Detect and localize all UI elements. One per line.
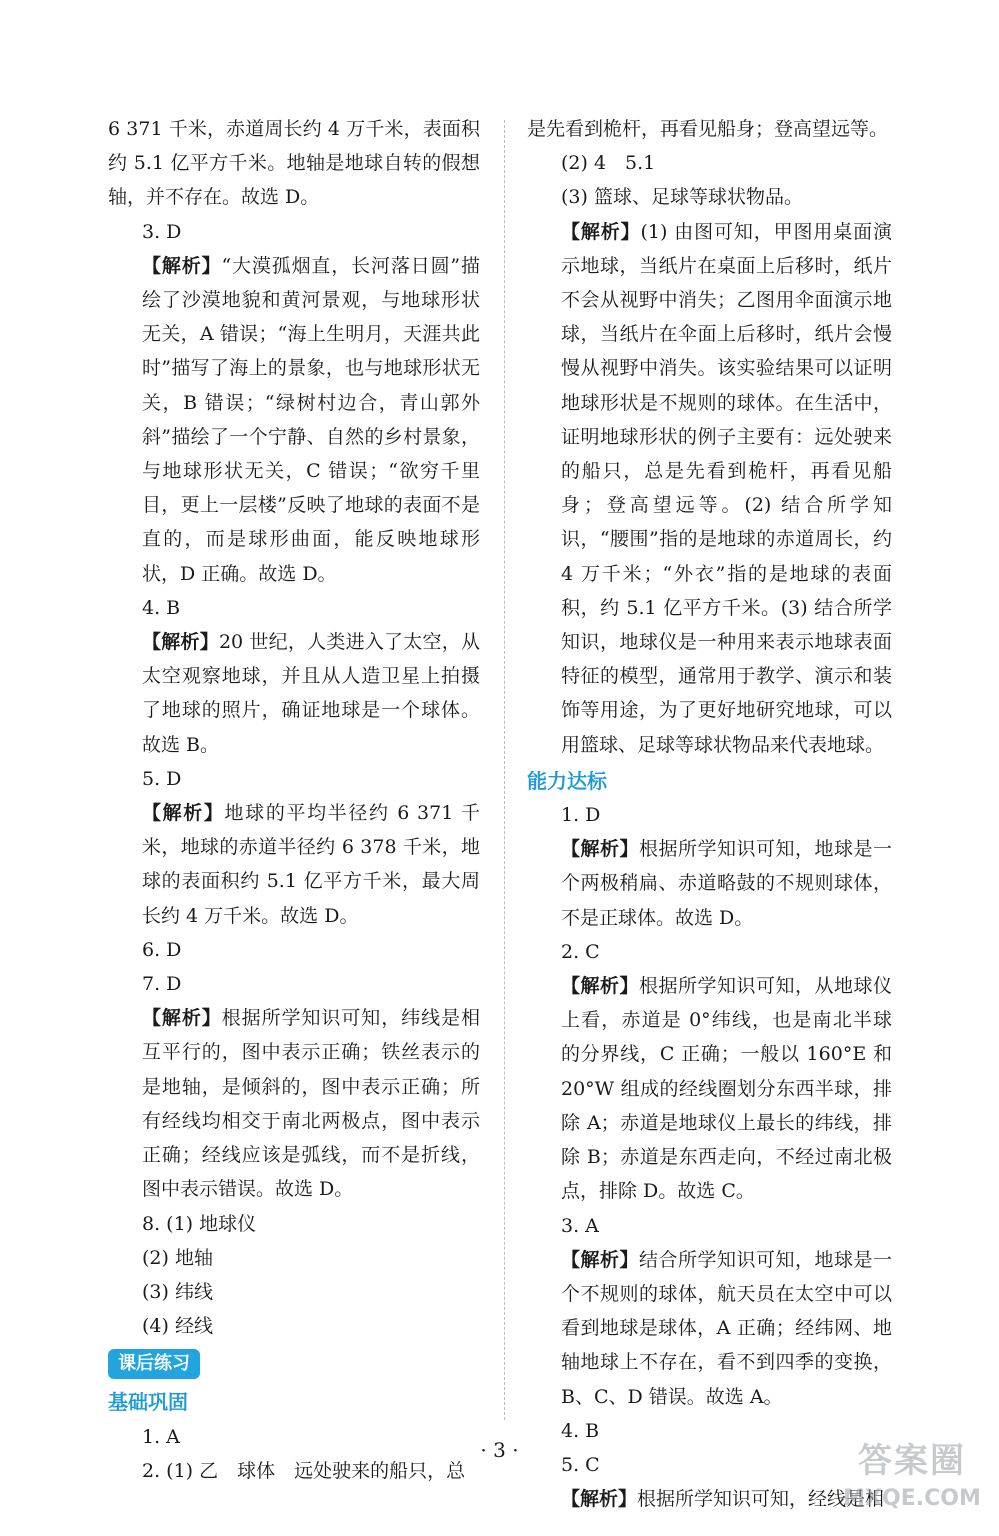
explanation-c3 <box>527 1243 892 1414</box>
explanation-b2-text: (1) 由图可知，甲图用桌面演示地球，当纸片在桌面上后移时，纸片不会从视野中消失；乙图用伞面演示地球，当纸片在伞面上后移时，纸片会慢慢从视野中消失。该实验结果可以证明地球形状是不规则的球体。在生活中，证明地球形状的例子主要有：远处驶来的船只，总是先看到桅杆，再看见船身；登高望远等。(2) 结合所学知识，“腰围”指的是地球的赤道周长，约 4 万千米；“外衣”指的是地球的表面积，约 5.1 亿平方千米。(3) 结合所学知识，地球仪是一种用来表示地球表面特征的模型，通常用于教学、演示和装饰等用途，为了更好地研究地球，可以用篮球、足球等球状物品来代表地球。 <box>561 220 892 756</box>
explanation-tag: 【解析】 <box>561 220 641 243</box>
explanation-tag: 【解析】 <box>142 1007 222 1030</box>
explanation-tag: 【解析】 <box>561 838 639 861</box>
explanation-c2-text: 根据所学知识可知，从地球仪上看，赤道是 0°纬线，也是南北半球的分界线，C 正确；一般以 160°E 和 20°W 组成的经线圈划分东西半球，排除 A；赤道是地球仪上最长的纬线，排除 B；赤道是东西走向，不经过南北极点，排除 D。故选 C。 <box>561 975 892 1203</box>
explanation-b2 <box>527 215 892 762</box>
watermark-top: 答案圈 <box>858 1441 966 1481</box>
answer-8-4: (4) 经线 <box>142 1315 213 1338</box>
answer-4: 4. B <box>142 596 181 619</box>
watermark-logo <box>837 1438 987 1524</box>
explanation-c3-text: 结合所学知识可知，地球是一个不规则的球体，航天员在太空中可以看到地球是球体，A 正确；经纬网、地轴地球上不存在，看不到四季的变换，B、C、D 错误。故选 A。 <box>561 1248 892 1408</box>
section-heading-ability: 能力达标 <box>527 768 607 793</box>
answer-c2: 2. C <box>561 940 600 963</box>
explanation-tag: 【解析】 <box>142 631 219 654</box>
watermark-bottom: MXQE.COM <box>843 1486 981 1511</box>
section-heading-basic: 基础巩固 <box>108 1390 188 1415</box>
explanation-3-text: “大漠孤烟直，长河落日圆”描绘了沙漠地貌和黄河景观，与地球形状无关，A 错误；“海上生明月，天涯共此时”描写了海上的景象，也与地球形状无关，B 错误；“绿树村边合，青山郭外斜”描绘了一个宁静、自然的乡村景象，与地球形状无关，C 错误；“欲穷千里目，更上一层楼”反映了地球的表面不是直的，而是球形曲面，能反映地球形状，D 正确。故选 D。 <box>142 254 480 585</box>
answer-c3: 3. A <box>561 1214 599 1237</box>
explanation-4 <box>108 625 480 762</box>
explanation-c5-text: 根据所学知识可知，经线是相 <box>637 1488 885 1511</box>
page-number: · 3 · <box>480 1438 519 1462</box>
right-column <box>527 112 892 1516</box>
answer-8-3: (3) 纬线 <box>142 1280 213 1303</box>
answer-3: 3. D <box>142 220 182 243</box>
explanation-c1-text: 根据所学知识可知，地球是一个两极稍扁、赤道略鼓的不规则球体，不是正球体。故选 D。 <box>561 838 892 929</box>
explanation-tag: 【解析】 <box>561 1248 639 1271</box>
explanation-3 <box>108 249 480 591</box>
answer-2-explanation-tail: 6 371 千米，赤道周长约 4 万千米，表面积约 5.1 亿平方千米。地轴是地球自转的假想轴，并不存在。故选 D。 <box>108 118 480 209</box>
answer-b2: 2. (1) 乙 球体 远处驶来的船只，总 <box>142 1459 466 1482</box>
explanation-tag: 【解析】 <box>142 254 222 277</box>
column-divider <box>504 120 506 1420</box>
answer-c4: 4. B <box>561 1419 600 1442</box>
left-column <box>108 112 480 1488</box>
explanation-tag: 【解析】 <box>142 802 225 825</box>
answer-b1: 1. A <box>142 1425 180 1448</box>
answer-8-1: 8. (1) 地球仪 <box>142 1212 257 1235</box>
explanation-7-text: 根据所学知识可知，纬线是相互平行的，图中表示正确；铁丝表示的是地轴，是倾斜的，图中表示正确；所有经线均相交于南北两极点，图中表示正确；经线应该是弧线，而不是折线，图中表示错误。故选 D。 <box>142 1007 480 1201</box>
answer-b2-part3: (3) 篮球、足球等球状物品。 <box>561 186 803 209</box>
explanation-tag: 【解析】 <box>561 1488 638 1511</box>
answer-c5: 5. C <box>561 1453 600 1476</box>
explanation-7 <box>108 1001 480 1206</box>
explanation-tag: 【解析】 <box>561 975 639 998</box>
answer-5: 5. D <box>142 767 182 790</box>
explanation-c2 <box>527 969 892 1208</box>
explanation-c1 <box>527 832 892 935</box>
answer-b2-tail: 是先看到桅杆，再看见船身；登高望远等。 <box>527 118 889 140</box>
answer-8-2: (2) 地轴 <box>142 1246 213 1269</box>
answer-7: 7. D <box>142 973 182 996</box>
answer-b2-part2: (2) 4 5.1 <box>561 152 656 175</box>
answer-c1: 1. D <box>561 804 601 827</box>
explanation-5 <box>108 796 480 933</box>
explanation-5-text: 地球的平均半径约 6 371 千米，地球的赤道半径约 6 378 千米，地球的表面积约 5.1 亿平方千米，最大周长约 4 万千米。故选 D。 <box>142 802 480 927</box>
section-badge: 课后练习 <box>108 1349 200 1379</box>
answer-6: 6. D <box>142 938 182 961</box>
explanation-4-text: 20 世纪，人类进入了太空，从太空观察地球，并且从人造卫星上拍摄了地球的照片，确证地球是一个球体。故选 B。 <box>142 631 480 756</box>
